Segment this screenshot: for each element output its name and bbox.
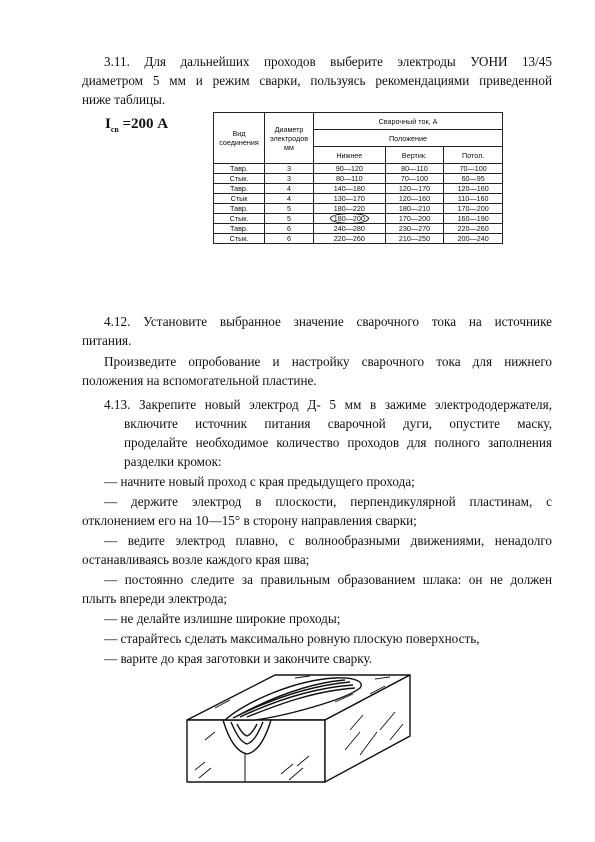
instruction-item-2-cont: отклонением его на 10—15° в сторону направления сварки; [82,513,417,528]
cell-vertical: 80—110 [385,164,444,174]
cell-vertical: 120—160 [385,194,444,204]
cell-flat: 80—110 [314,174,386,184]
cell-flat: 180—220 [314,204,386,214]
instruction-item-2: — держите электрод в плоскости, перпендикулярной пластинам, с [104,494,552,509]
cell-vertical: 170—200 [385,214,444,224]
header-position-overhead: Потол. [444,147,503,164]
cell-joint: Стык [214,194,265,204]
cell-vertical: 180—210 [385,204,444,214]
cell-flat: 220—260 [314,234,386,244]
circled-value: 180—200 [330,213,369,224]
cell-joint: Стык. [214,174,265,184]
cell-flat: 240—280 [314,224,386,234]
cell-overhead: 60—95 [444,174,503,184]
cell-overhead: 70—100 [444,164,503,174]
welding-current-table [213,112,503,244]
header-position: Положение [314,130,503,147]
paragraph-4-13-line1: 4.13. Закрепите новый электрод Д- 5 мм в зажиме электрододержателя, [104,397,552,412]
paragraph-3-11-line2: диаметром 5 мм и режим сварки, пользуясь рекомендациями приведенной [82,73,552,88]
paragraph-4-12-line2: питания. [82,333,132,348]
instruction-item-3: — ведите электрод плавно, с волнообразными движениями, ненадолго [104,533,552,548]
cell-overhead: 110—160 [444,194,503,204]
cell-overhead: 220—260 [444,224,503,234]
paragraph-4-13-line4: разделки кромок: [124,454,222,469]
cell-diameter: 6 [265,224,314,234]
cell-joint: Стык. [214,234,265,244]
cell-joint: Тавр. [214,184,265,194]
instruction-item-7: — варите до края заготовки и закончите сварку. [104,651,373,666]
table-row [214,214,503,224]
paragraph-3-11-line3: ниже таблицы. [82,92,166,107]
instruction-item-3-cont: останавливаясь возле каждого края шва; [82,552,310,567]
cell-flat: 90—120 [314,164,386,174]
cell-diameter: 6 [265,234,314,244]
paragraph-4-13-line2: включите источник питания сварочной дуги, опустите маску, [124,416,552,431]
instruction-item-1: — начните новый проход с края предыдущего прохода; [104,474,415,489]
cell-joint: Стык. [214,214,265,224]
table-row [214,194,503,204]
table-row [214,184,503,194]
table-row [214,174,503,184]
current-label: I [105,116,111,132]
cell-overhead: 170—200 [444,204,503,214]
instruction-item-4: — постоянно следите за правильным образованием шлака: он не должен [104,572,552,587]
cell-overhead: 160—190 [444,214,503,224]
cell-vertical: 120—170 [385,184,444,194]
welding-current-value [105,116,168,134]
instruction-item-4-cont: плыть впереди электрода; [82,591,228,606]
cell-diameter: 3 [265,164,314,174]
header-welding-current: Сварочный ток, А [314,113,503,130]
cell-vertical: 70—100 [385,174,444,184]
paragraph-4-13-line3: проделайте необходимое количество проходов для полного заполнения [124,435,552,450]
current-amount: =200 А [122,116,169,132]
table-row [214,204,503,214]
cell-vertical: 210—250 [385,234,444,244]
cell-joint: Тавр. [214,164,265,174]
header-position-vertical: Вертик. [385,147,444,164]
cell-vertical: 230—270 [385,224,444,234]
instruction-item-5: — не делайте излишне широкие проходы; [104,611,341,626]
instruction-item-6: — старайтесь сделать максимально ровную плоскую поверхность, [104,631,480,646]
table-row [214,164,503,174]
cell-flat: 130—170 [314,194,386,204]
cell-diameter: 5 [265,214,314,224]
cell-diameter: 4 [265,184,314,194]
cell-flat: 140—180 [314,184,386,194]
current-subscript: св [110,125,119,134]
paragraph-4-12-line1: 4.12. Установите выбранное значение сварочного тока на источнике [104,314,552,329]
weld-bead-illustration [185,670,415,790]
table-row [214,224,503,234]
header-position-flat: Нижнее [314,147,386,164]
paragraph-4-12-line4: положения на вспомогательной пластине. [82,373,317,388]
header-joint-type: Вид соединения [214,113,265,164]
cell-joint: Тавр. [214,204,265,214]
table-row [214,234,503,244]
cell-flat-circled [314,214,386,224]
header-electrode-diameter: Диаметр электродов мм [265,113,314,164]
cell-overhead: 200—240 [444,234,503,244]
cell-diameter: 5 [265,204,314,214]
cell-diameter: 3 [265,174,314,184]
cell-diameter: 4 [265,194,314,204]
paragraph-3-11-line1: 3.11. Для дальнейших проходов выберите электроды УОНИ 13/45 [104,54,552,69]
cell-joint: Тавр. [214,224,265,234]
cell-overhead: 120—160 [444,184,503,194]
paragraph-4-12-line3: Произведите опробование и настройку сварочного тока для нижнего [104,354,552,369]
